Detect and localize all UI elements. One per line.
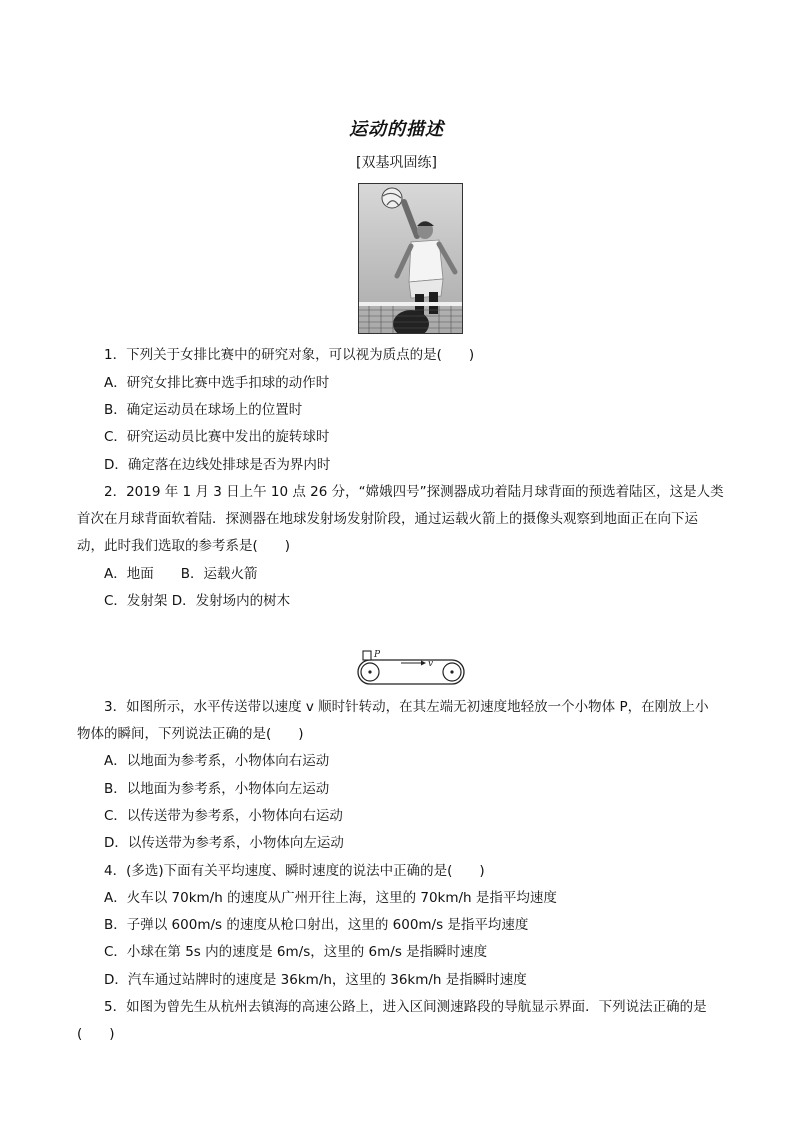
page-title: 运动的描述: [349, 119, 444, 140]
question-4-option-b: B．子弹以 600m/s 的速度从枪口射出，这里的 600m/s 是指平均速度: [104, 917, 529, 933]
question-5-stem-line-1: 5．如图为曾先生从杭州去镇海的高速公路上，进入区间测速路段的导航显示界面．下列说法正确的是: [104, 999, 707, 1015]
question-3-option-b: B．以地面为参考系，小物体向左运动: [104, 781, 330, 797]
question-3-stem-line-1: 3．如图所示，水平传送带以速度 v 顺时针转动，在其左端无初速度地轻放一个小物体 P，在刚放上小: [104, 699, 709, 715]
label-p: P: [374, 650, 381, 660]
section-subtitle: [双基巩固练]: [356, 155, 437, 171]
question-3-option-a: A．以地面为参考系，小物体向右运动: [104, 753, 330, 769]
question-1-option-a: A．研究女排比赛中选手扣球的动作时: [104, 375, 330, 391]
conveyor-belt-diagram: [355, 645, 467, 687]
question-2-stem-line-1: 2．2019 年 1 月 3 日上午 10 点 26 分，“嫦娥四号”探测器成功着陆月球背面的预选着陆区，这是人类: [104, 484, 724, 500]
question-4-option-a: A．火车以 70km/h 的速度从广州开往上海，这里的 70km/h 是指平均速度: [104, 890, 557, 906]
question-1-option-b: B．确定运动员在球场上的位置时: [104, 402, 303, 418]
conveyor-belt-figure: [355, 645, 467, 687]
question-1-option-c: C．研究运动员比赛中发出的旋转球时: [104, 429, 330, 445]
question-3-stem-line-2: 物体的瞬间，下列说法正确的是( ): [77, 726, 304, 742]
question-1-stem: 1．下列关于女排比赛中的研究对象，可以视为质点的是( ): [104, 347, 475, 363]
object-p: [363, 651, 371, 660]
volleyball-photo: [358, 183, 463, 334]
label-v: v: [428, 659, 434, 669]
question-4-option-d: D．汽车通过站牌时的速度是 36km/h，这里的 36km/h 是指瞬时速度: [104, 972, 527, 988]
volleyball-illustration: [359, 184, 463, 334]
question-4-option-c: C．小球在第 5s 内的速度是 6m/s，这里的 6m/s 是指瞬时速度: [104, 944, 488, 960]
question-2-options-ab: A．地面 B．运载火箭: [104, 566, 258, 582]
question-5-stem-line-2: ( ): [77, 1026, 115, 1042]
question-3-option-d: D．以传送带为参考系，小物体向左运动: [104, 835, 344, 851]
question-4-stem: 4．(多选)下面有关平均速度、瞬时速度的说法中正确的是( ): [104, 863, 485, 879]
question-2-stem-line-2: 首次在月球背面软着陆．探测器在地球发射场发射阶段，通过运载火箭上的摄像头观察到地面正在向下运: [77, 511, 698, 527]
question-3-option-c: C．以传送带为参考系，小物体向右运动: [104, 808, 343, 824]
question-2-stem-line-3: 动，此时我们选取的参考系是( ): [77, 538, 291, 554]
question-2-options-cd: C．发射架 D．发射场内的树木: [104, 593, 291, 609]
question-1-option-d: D．确定落在边线处排球是否为界内时: [104, 457, 331, 473]
